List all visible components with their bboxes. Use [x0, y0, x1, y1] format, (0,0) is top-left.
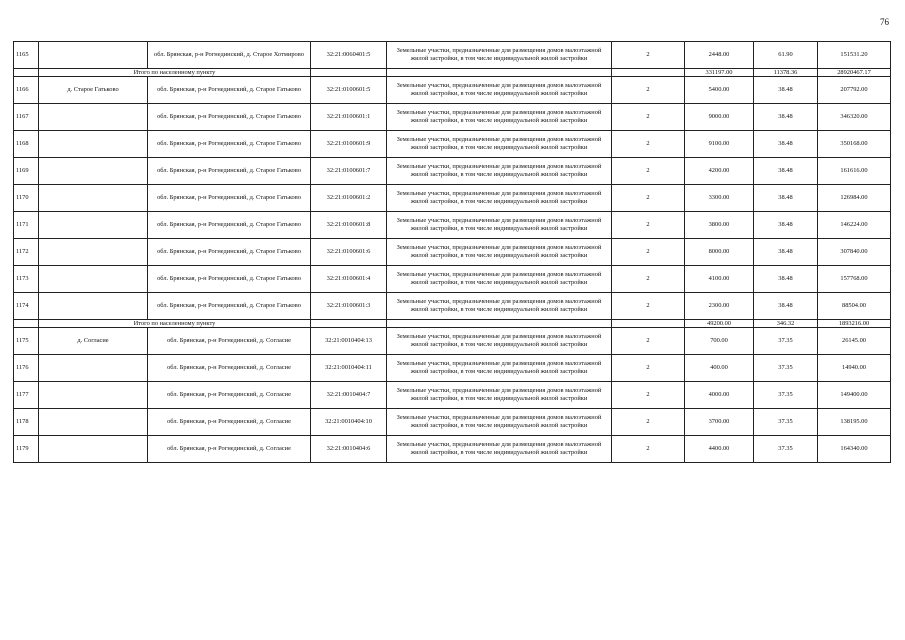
- row-number: 1167: [14, 104, 39, 131]
- plot-address: обл. Брянская, р-н Рогнединский, д. Старое Гатьково: [148, 104, 311, 131]
- row-number: 1174: [14, 293, 39, 320]
- cadastral-value: 126984.00: [818, 185, 891, 212]
- row-number: 1172: [14, 239, 39, 266]
- category-code: 2: [612, 328, 685, 355]
- table-row: [14, 409, 891, 436]
- permitted-use: Земельные участки, предназначенные для размещения домов малоэтажной жилой застройки, в том числе индивидуальной жилой застройки: [387, 185, 612, 212]
- category-code: 2: [612, 42, 685, 69]
- settlement-name: [39, 104, 148, 131]
- cadastral-value: 157768.00: [818, 266, 891, 293]
- category-code: 2: [612, 266, 685, 293]
- settlement-total-row: [14, 320, 891, 328]
- table-row: [14, 266, 891, 293]
- row-number: 1168: [14, 131, 39, 158]
- total-value: 28920467.17: [818, 69, 891, 77]
- plot-address: обл. Брянская, р-н Рогнединский, д. Старое Гатьково: [148, 266, 311, 293]
- settlement-name: [39, 212, 148, 239]
- cadastral-value: 161616.00: [818, 158, 891, 185]
- cadastral-value: 307840.00: [818, 239, 891, 266]
- permitted-use: Земельные участки, предназначенные для размещения домов малоэтажной жилой застройки, в том числе индивидуальной жилой застройки: [387, 436, 612, 463]
- settlement-name: [39, 239, 148, 266]
- permitted-use: Земельные участки, предназначенные для размещения домов малоэтажной жилой застройки, в том числе индивидуальной жилой застройки: [387, 42, 612, 69]
- cadastral-number: 32:21:0100601:9: [311, 131, 387, 158]
- cadastral-number: 32:21:0010404:13: [311, 328, 387, 355]
- plot-address: обл. Брянская, р-н Рогнединский, д. Согласие: [148, 328, 311, 355]
- table-row: [14, 355, 891, 382]
- cadastral-number: 32:21:0100601:5: [311, 77, 387, 104]
- permitted-use: Земельные участки, предназначенные для размещения домов малоэтажной жилой застройки, в том числе индивидуальной жилой застройки: [387, 409, 612, 436]
- category-code: 2: [612, 104, 685, 131]
- empty-cell: [612, 69, 685, 77]
- table-row: [14, 293, 891, 320]
- settlement-name: [39, 185, 148, 212]
- specific-value: 38.48: [754, 293, 818, 320]
- plot-area: 9000.00: [685, 104, 754, 131]
- empty-cell: [387, 320, 612, 328]
- total-area: 331197.00: [685, 69, 754, 77]
- specific-value: 38.48: [754, 239, 818, 266]
- plot-area: 4000.00: [685, 382, 754, 409]
- plot-address: обл. Брянская, р-н Рогнединский, д. Старое Гатьково: [148, 212, 311, 239]
- specific-value: 38.48: [754, 104, 818, 131]
- plot-area: 3800.00: [685, 212, 754, 239]
- cadastral-value: 146224.00: [818, 212, 891, 239]
- cadastral-value: 88504.00: [818, 293, 891, 320]
- total-value: 1893216.00: [818, 320, 891, 328]
- table-row: [14, 158, 891, 185]
- total-label: Итого по населенному пункту: [39, 69, 311, 77]
- row-number: 1166: [14, 77, 39, 104]
- row-number: 1173: [14, 266, 39, 293]
- category-code: 2: [612, 293, 685, 320]
- plot-address: обл. Брянская, р-н Рогнединский, д. Согласие: [148, 355, 311, 382]
- settlement-name: [39, 266, 148, 293]
- category-code: 2: [612, 158, 685, 185]
- table-row: [14, 185, 891, 212]
- row-number: 1170: [14, 185, 39, 212]
- permitted-use: Земельные участки, предназначенные для размещения домов малоэтажной жилой застройки, в том числе индивидуальной жилой застройки: [387, 328, 612, 355]
- category-code: 2: [612, 382, 685, 409]
- specific-value: 38.48: [754, 131, 818, 158]
- permitted-use: Земельные участки, предназначенные для размещения домов малоэтажной жилой застройки, в том числе индивидуальной жилой застройки: [387, 266, 612, 293]
- cadastral-value: 14940.00: [818, 355, 891, 382]
- empty-cell: [612, 320, 685, 328]
- plot-address: обл. Брянская, р-н Рогнединский, д. Старое Гатьково: [148, 239, 311, 266]
- plot-address: обл. Брянская, р-н Рогнединский, д. Согласие: [148, 409, 311, 436]
- row-number: 1176: [14, 355, 39, 382]
- cadastral-number: 32:21:0100601:1: [311, 104, 387, 131]
- cadastral-value: 151531.20: [818, 42, 891, 69]
- table-row: [14, 212, 891, 239]
- table-row: [14, 104, 891, 131]
- settlement-name: д. Старое Гатьково: [39, 77, 148, 104]
- category-code: 2: [612, 239, 685, 266]
- specific-value: 37.35: [754, 328, 818, 355]
- plot-area: 3300.00: [685, 185, 754, 212]
- permitted-use: Земельные участки, предназначенные для размещения домов малоэтажной жилой застройки, в том числе индивидуальной жилой застройки: [387, 239, 612, 266]
- total-rate: 11378.36: [754, 69, 818, 77]
- plot-area: 8000.00: [685, 239, 754, 266]
- settlement-name: [39, 436, 148, 463]
- total-area: 49200.00: [685, 320, 754, 328]
- category-code: 2: [612, 409, 685, 436]
- cadastral-value: 350168.00: [818, 131, 891, 158]
- plot-address: обл. Брянская, р-н Рогнединский, д. Старое Гатьково: [148, 293, 311, 320]
- row-number: 1169: [14, 158, 39, 185]
- permitted-use: Земельные участки, предназначенные для размещения домов малоэтажной жилой застройки, в том числе индивидуальной жилой застройки: [387, 212, 612, 239]
- row-number: 1175: [14, 328, 39, 355]
- plot-area: 400.00: [685, 355, 754, 382]
- settlement-name: [39, 355, 148, 382]
- specific-value: 61.90: [754, 42, 818, 69]
- specific-value: 38.48: [754, 212, 818, 239]
- empty-cell: [387, 69, 612, 77]
- table-row: [14, 131, 891, 158]
- table-row: [14, 239, 891, 266]
- permitted-use: Земельные участки, предназначенные для размещения домов малоэтажной жилой застройки, в том числе индивидуальной жилой застройки: [387, 355, 612, 382]
- category-code: 2: [612, 185, 685, 212]
- land-plots-table: [13, 41, 891, 463]
- plot-area: 700.00: [685, 328, 754, 355]
- settlement-name: [39, 42, 148, 69]
- category-code: 2: [612, 355, 685, 382]
- cadastral-number: 32:21:0100601:2: [311, 185, 387, 212]
- plot-address: обл. Брянская, р-н Рогнединский, д. Согласие: [148, 382, 311, 409]
- total-rate: 346.32: [754, 320, 818, 328]
- settlement-name: [39, 158, 148, 185]
- empty-cell: [311, 320, 387, 328]
- specific-value: 38.48: [754, 158, 818, 185]
- cadastral-number: 32:21:0010404:7: [311, 382, 387, 409]
- empty-cell: [14, 320, 39, 328]
- cadastral-number: 32:21:0010404:11: [311, 355, 387, 382]
- total-label: Итого по населенному пункту: [39, 320, 311, 328]
- table-row: [14, 382, 891, 409]
- row-number: 1177: [14, 382, 39, 409]
- cadastral-number: 32:21:0010404:6: [311, 436, 387, 463]
- cadastral-value: 26145.00: [818, 328, 891, 355]
- cadastral-value: 207792.00: [818, 77, 891, 104]
- plot-area: 2448.00: [685, 42, 754, 69]
- category-code: 2: [612, 77, 685, 104]
- specific-value: 38.48: [754, 266, 818, 293]
- plot-area: 4400.00: [685, 436, 754, 463]
- table-row: [14, 42, 891, 69]
- cadastral-value: 149400.00: [818, 382, 891, 409]
- settlement-name: [39, 293, 148, 320]
- plot-area: 3700.00: [685, 409, 754, 436]
- row-number: 1179: [14, 436, 39, 463]
- specific-value: 37.35: [754, 436, 818, 463]
- cadastral-value: 346320.00: [818, 104, 891, 131]
- plot-area: 9100.00: [685, 131, 754, 158]
- table-row: [14, 77, 891, 104]
- plot-area: 4200.00: [685, 158, 754, 185]
- table-row: [14, 328, 891, 355]
- cadastral-number: 32:21:0100601:3: [311, 293, 387, 320]
- settlement-total-row: [14, 69, 891, 77]
- row-number: 1178: [14, 409, 39, 436]
- settlement-name: д. Согласие: [39, 328, 148, 355]
- category-code: 2: [612, 212, 685, 239]
- permitted-use: Земельные участки, предназначенные для размещения домов малоэтажной жилой застройки, в том числе индивидуальной жилой застройки: [387, 77, 612, 104]
- empty-cell: [311, 69, 387, 77]
- row-number: 1165: [14, 42, 39, 69]
- category-code: 2: [612, 436, 685, 463]
- permitted-use: Земельные участки, предназначенные для размещения домов малоэтажной жилой застройки, в том числе индивидуальной жилой застройки: [387, 382, 612, 409]
- plot-address: обл. Брянская, р-н Рогнединский, д. Старое Гатьково: [148, 158, 311, 185]
- cadastral-number: 32:21:0060401:5: [311, 42, 387, 69]
- settlement-name: [39, 382, 148, 409]
- plot-address: обл. Брянская, р-н Рогнединский, д. Старое Хотмирово: [148, 42, 311, 69]
- specific-value: 37.35: [754, 409, 818, 436]
- empty-cell: [14, 69, 39, 77]
- permitted-use: Земельные участки, предназначенные для размещения домов малоэтажной жилой застройки, в том числе индивидуальной жилой застройки: [387, 104, 612, 131]
- permitted-use: Земельные участки, предназначенные для размещения домов малоэтажной жилой застройки, в том числе индивидуальной жилой застройки: [387, 158, 612, 185]
- permitted-use: Земельные участки, предназначенные для размещения домов малоэтажной жилой застройки, в том числе индивидуальной жилой застройки: [387, 131, 612, 158]
- plot-area: 4100.00: [685, 266, 754, 293]
- category-code: 2: [612, 131, 685, 158]
- cadastral-number: 32:21:0100601:4: [311, 266, 387, 293]
- specific-value: 37.35: [754, 382, 818, 409]
- specific-value: 37.35: [754, 355, 818, 382]
- plot-address: обл. Брянская, р-н Рогнединский, д. Старое Гатьково: [148, 131, 311, 158]
- table-body: [14, 42, 891, 463]
- plot-area: 5400.00: [685, 77, 754, 104]
- plot-address: обл. Брянская, р-н Рогнединский, д. Согласие: [148, 436, 311, 463]
- cadastral-number: 32:21:0100601:8: [311, 212, 387, 239]
- row-number: 1171: [14, 212, 39, 239]
- plot-area: 2300.00: [685, 293, 754, 320]
- cadastral-number: 32:21:0100601:7: [311, 158, 387, 185]
- settlement-name: [39, 131, 148, 158]
- plot-address: обл. Брянская, р-н Рогнединский, д. Старое Гатьково: [148, 77, 311, 104]
- permitted-use: Земельные участки, предназначенные для размещения домов малоэтажной жилой застройки, в том числе индивидуальной жилой застройки: [387, 293, 612, 320]
- specific-value: 38.48: [754, 185, 818, 212]
- cadastral-number: 32:21:0100601:6: [311, 239, 387, 266]
- specific-value: 38.48: [754, 77, 818, 104]
- settlement-name: [39, 409, 148, 436]
- cadastral-number: 32:21:0010404:10: [311, 409, 387, 436]
- plot-address: обл. Брянская, р-н Рогнединский, д. Старое Гатьково: [148, 185, 311, 212]
- cadastral-value: 164340.00: [818, 436, 891, 463]
- table-row: [14, 436, 891, 463]
- page-number: 76: [880, 17, 889, 27]
- cadastral-value: 138195.00: [818, 409, 891, 436]
